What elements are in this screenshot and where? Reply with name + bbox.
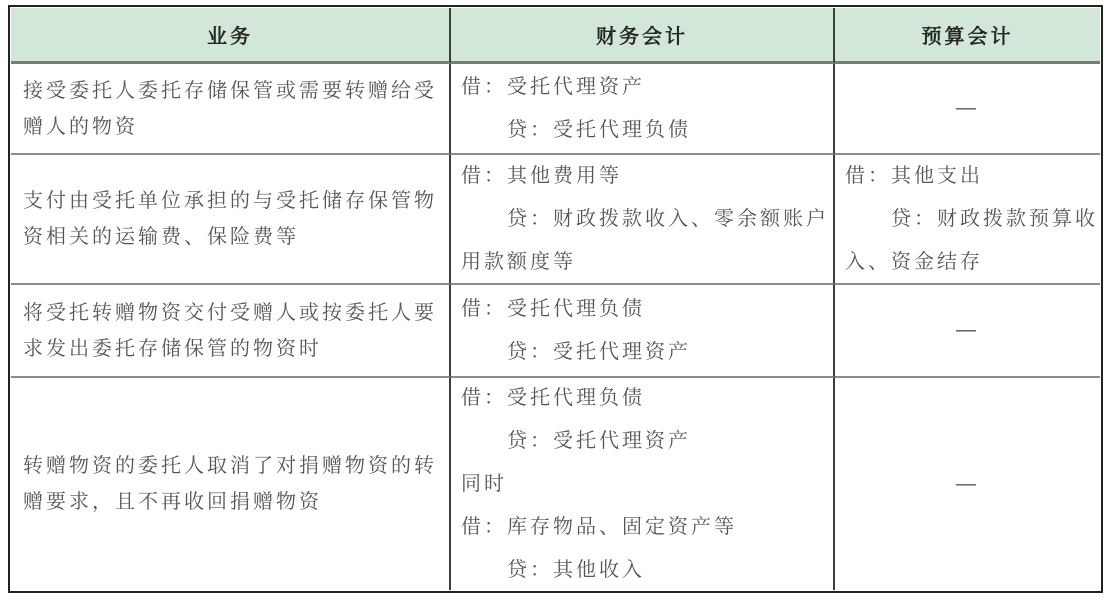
journal-entry-line: 贷：其他收入 bbox=[507, 558, 645, 581]
journal-entry-line: 贷：财政拨款预算收 bbox=[891, 207, 1098, 230]
header-label-business: 业务 bbox=[207, 26, 253, 48]
table-grid bbox=[11, 8, 1100, 590]
business-text: 接受委托人委托存储保管或需要转赠给受赠人的物资 bbox=[23, 79, 437, 138]
journal-entry-line: 借：其他费用等 bbox=[461, 164, 622, 187]
header-label-financial: 财务会计 bbox=[596, 26, 688, 48]
accounting-table bbox=[8, 5, 1103, 593]
table-row-3-business bbox=[11, 285, 451, 378]
table-row-2-business bbox=[11, 155, 451, 285]
journal-entry-line: 同时 bbox=[461, 472, 507, 495]
header-cell-business bbox=[11, 8, 451, 64]
business-text: 转赠物资的委托人取消了对捐赠物资的转赠要求，且不再收回捐赠物资 bbox=[23, 455, 437, 513]
table-row-2-budget bbox=[835, 155, 1100, 285]
table-row-2-financial bbox=[451, 155, 835, 285]
journal-entry-line: 借：受托代理负债 bbox=[461, 297, 645, 320]
table-row-3-financial bbox=[451, 285, 835, 378]
header-label-budget: 预算会计 bbox=[921, 26, 1014, 48]
journal-entry-line: 借：其他支出 bbox=[845, 164, 983, 187]
dash-placeholder: — bbox=[956, 319, 979, 341]
journal-entry-line: 贷：财政拨款收入、零余额账户 bbox=[507, 207, 829, 230]
table-row-1-budget bbox=[835, 64, 1100, 155]
journal-entry-line: 用款额度等 bbox=[461, 250, 576, 273]
journal-entry-line: 贷：受托代理资产 bbox=[507, 429, 691, 452]
business-text: 将受托转赠物资交付受赠人或按委托人要求发出委托存储保管的物资时 bbox=[23, 301, 437, 360]
table-row-4-budget bbox=[835, 378, 1100, 590]
journal-entry-line: 借：库存物品、固定资产等 bbox=[461, 515, 737, 538]
dash-placeholder: — bbox=[956, 97, 979, 119]
header-cell-financial bbox=[451, 8, 835, 64]
table-row-3-budget bbox=[835, 285, 1100, 378]
journal-entry-line: 借：受托代理负债 bbox=[461, 386, 645, 409]
table-row-4-financial bbox=[451, 378, 835, 590]
journal-entry-line: 入、资金结存 bbox=[845, 250, 983, 273]
table-row-1-financial bbox=[451, 64, 835, 155]
dash-placeholder: — bbox=[956, 472, 979, 495]
journal-entry-line: 借：受托代理资产 bbox=[461, 75, 645, 98]
journal-entry-line: 贷：受托代理负债 bbox=[507, 118, 691, 141]
journal-entry-line: 贷：受托代理资产 bbox=[507, 340, 691, 363]
header-cell-budget bbox=[835, 8, 1100, 64]
table-row-1-business bbox=[11, 64, 451, 155]
table-row-4-business bbox=[11, 378, 451, 590]
business-text: 支付由受托单位承担的与受托储存保管物资相关的运输费、保险费等 bbox=[23, 190, 437, 248]
